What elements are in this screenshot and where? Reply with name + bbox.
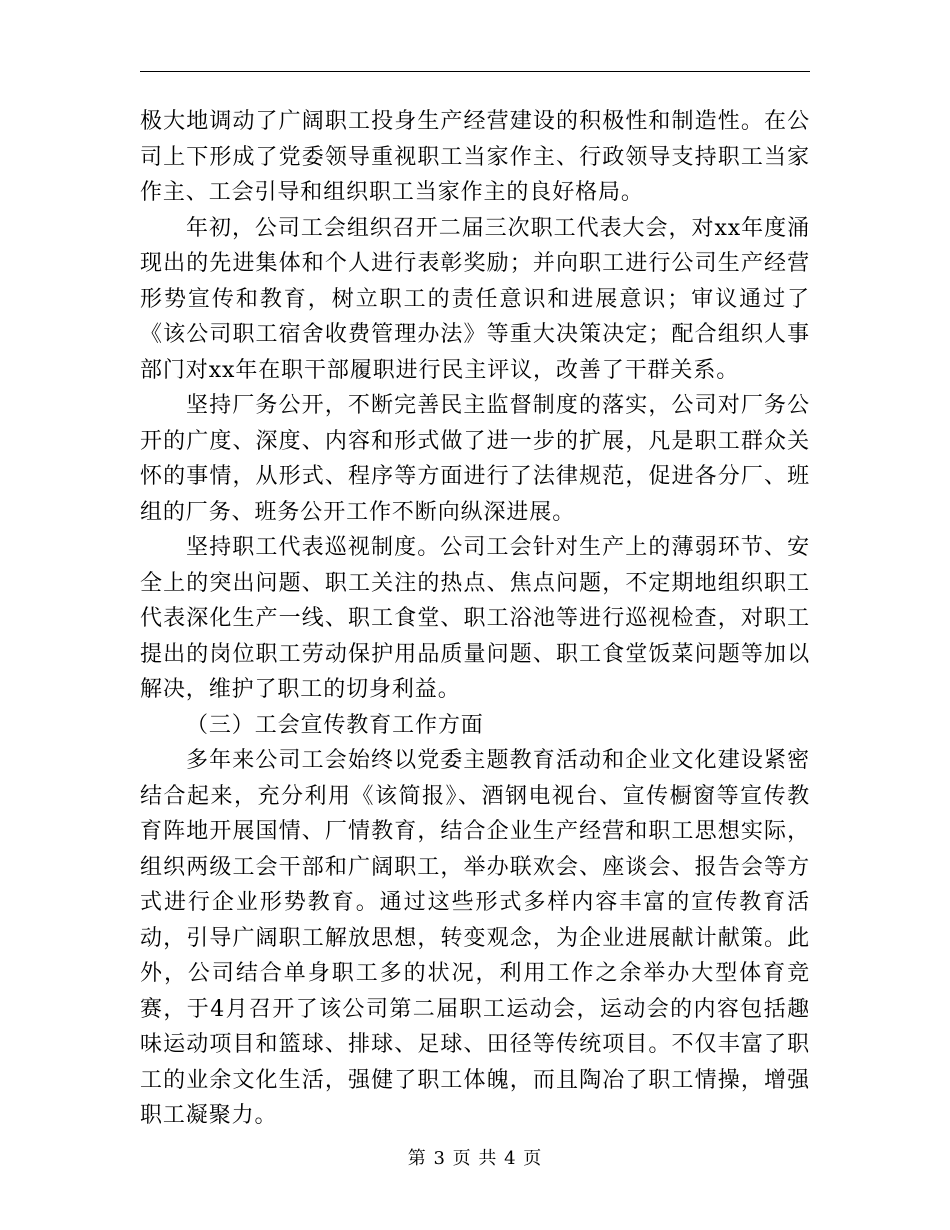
page-footer: 第 3 页 共 4 页 bbox=[407, 1148, 543, 1169]
paragraph-2: 年初，公司工会组织召开二届三次职工代表大会，对xx年度涌现出的先进集体和个人进行表彰奖励；并向职工进行公司生产经营形势宣传和教育，树立职工的责任意识和进展意识；审议通过了《该公司职工宿舍收费管理办法》等重大决策决定；配合组织人事部门对xx年在职干部履职进行民主评议，改善了干群关系。 bbox=[140, 215, 810, 383]
paragraph-5: 多年来公司工会始终以党委主题教育活动和企业文化建设紧密结合起来，充分利用《该简报》、酒钢电视台、宣传橱窗等宣传教育阵地开展国情、厂情教育，结合企业生产经营和职工思想实际，组织两级工会干部和广阔职工，举办联欢会、座谈会、报告会等方式进行企业形势教育。通过这些形式多样内容丰富的宣传教育活动，引导广阔职工解放思想，转变观念，为企业进展献计献策。此外，公司结合单身职工多的状况，利用工作之余举办大型体育竞赛，于4月召开了该公司第二届职工运动会，运动会的内容包括趣味运动项目和篮球、排球、足球、田径等传统项目。不仅丰富了职工的业余文化生活，强健了职工体魄，而且陶冶了职工情操，增强职工凝聚力。 bbox=[140, 748, 810, 1128]
paragraph-1: 极大地调动了广阔职工投身生产经营建设的积极性和制造性。在公司上下形成了党委领导重视职工当家作主、行政领导支持职工当家作主、工会引导和组织职工当家作主的良好格局。 bbox=[140, 109, 810, 205]
paragraph-4: 坚持职工代表巡视制度。公司工会针对生产上的薄弱环节、安全上的突出问题、职工关注的热点、焦点问题，不定期地组织职工代表深化生产一线、职工食堂、职工浴池等进行巡视检查，对职工提出的岗位职工劳动保护用品质量问题、职工食堂饭菜问题等加以解决，维护了职工的切身利益。 bbox=[140, 535, 810, 702]
section-heading: （三）工会宣传教育工作方面 bbox=[186, 712, 484, 738]
paragraph-3: 坚持厂务公开，不断完善民主监督制度的落实，公司对厂务公开的广度、深度、内容和形式做了进一步的扩展，凡是职工群众关怀的事情，从形式、程序等方面进行了法律规范，促进各分厂、班组的厂务、班务公开工作不断向纵深进展。 bbox=[140, 393, 810, 525]
document-body bbox=[140, 104, 810, 1134]
header-rule bbox=[140, 71, 810, 72]
